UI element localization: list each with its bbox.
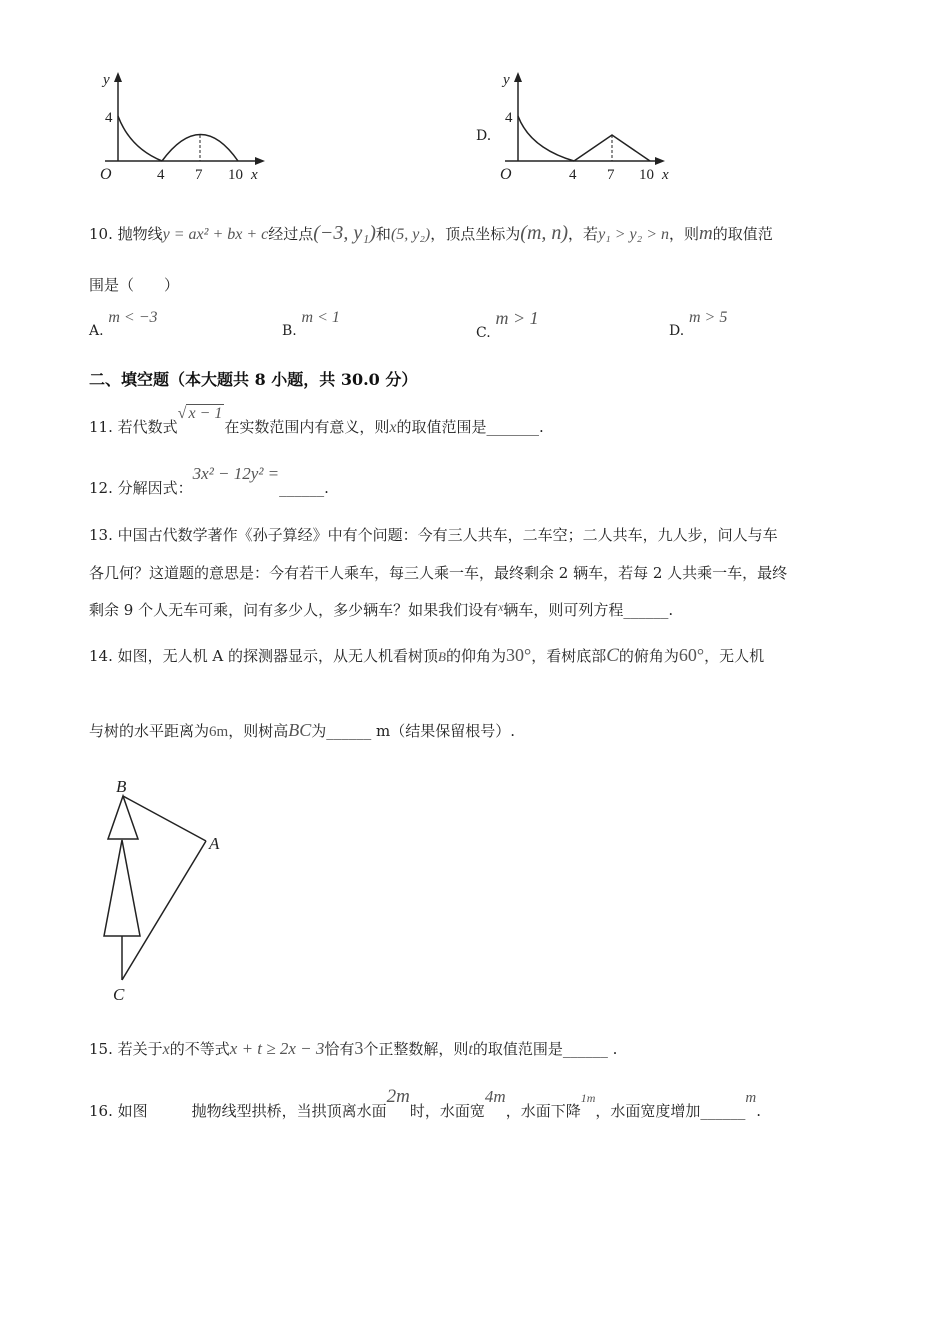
question-15: 15. 若关于x的不等式x + t ≥ 2x − 3恰有3个正整数解，则t的取值范围是______ . [89, 1038, 618, 1058]
question-14-line-2: 与树的水平距离为6m，则树高BC为______ m（结果保留根号）. [89, 720, 515, 740]
option-d[interactable]: D. m > 5 [669, 309, 728, 339]
x-tick-label: 10 [228, 167, 243, 183]
point-b-label: B [116, 777, 127, 796]
x-axis-arrow [255, 157, 265, 165]
condition: y₁ > y₂ > n [598, 226, 669, 243]
question-16: 16. 如图 抛物线型拱桥，当拱顶离水面2m时，水面宽4m，水面下降1m，水面宽度增加______m. [89, 1086, 762, 1120]
x-tick-label: 7 [195, 167, 203, 183]
origin-label: O [100, 166, 112, 183]
decreasing-curve [118, 116, 162, 161]
tree-drone-figure [95, 772, 235, 1007]
vertex-coordinates: (m, n) [520, 222, 569, 244]
y-axis-arrow [114, 72, 122, 82]
graph-option-c [95, 68, 275, 188]
question-10-line-2: 围是（ ） [89, 276, 180, 294]
x-axis-label: x [251, 167, 258, 183]
x-tick-label: 4 [569, 167, 577, 183]
option-a[interactable]: A. m < −3 [89, 309, 158, 339]
question-10-line-1: 10. 抛物线y = ax² + bx + c经过点(−3, y₁)和(5, y₂)，顶点坐标为(m, n)，若y₁ > y₂ > n，则m的取值范 [89, 222, 773, 244]
point-a-label: A [209, 834, 220, 853]
x-tick-label: 4 [157, 167, 165, 183]
tree-lower-triangle [104, 840, 140, 936]
y-axis-label: y [503, 72, 510, 88]
question-13-line-2: 各几何？这道题的意思是：今有若干人乘车，每三人乘一车，最终剩余 2 辆车，若每 2 人共乘一车，最终 [89, 564, 788, 582]
parabola-equation: y = ax² + bx + c [162, 226, 269, 243]
point-c-label: C [113, 985, 125, 1004]
factor-expression: 3x² − 12y² = [192, 464, 280, 483]
y-axis-label: y [103, 72, 110, 88]
question-11: 11. 若代数式√ x − 1在实数范围内有意义，则x的取值范围是_______. [89, 405, 544, 436]
x-axis-label: x [662, 167, 669, 183]
graph-option-d [495, 68, 675, 188]
line-b-to-a [123, 796, 206, 841]
origin-label: O [500, 166, 512, 183]
square-root-expression: √ x − 1 [177, 405, 223, 422]
question-number: 10. [89, 225, 113, 243]
question-12: 12. 分解因式：3x² − 12y² =______. [89, 464, 329, 497]
question-13-line-3: 剩余 9 个人无车可乘，问有多少人，多少辆车？如果我们设有$^x$辆车，则可列方程______. [89, 600, 674, 619]
inequality: x + t ≥ 2x − 3 [229, 1039, 325, 1058]
option-b[interactable]: B. m < 1 [282, 309, 340, 339]
decreasing-curve [518, 116, 574, 161]
x-tick-label: 7 [607, 167, 615, 183]
option-d-label: D. [476, 128, 492, 144]
point-1: (−3, y₁) [313, 222, 376, 244]
option-c[interactable]: C. m > 1 [476, 308, 539, 341]
section-heading: 二、填空题（本大题共 8 小题，共 30.0 分） [89, 370, 418, 389]
y-tick-label: 4 [105, 110, 113, 126]
x-axis-arrow [655, 157, 665, 165]
question-13-line-1: 13. 中国古代数学著作《孙子算经》中有个问题：今有三人共车，二车空；二人共车，九人步，问人与车 [89, 526, 778, 544]
point-2: (5, y₂) [390, 226, 431, 243]
x-tick-label: 10 [639, 167, 654, 183]
y-axis-arrow [514, 72, 522, 82]
y-tick-label: 4 [505, 110, 513, 126]
question-14-line-1: 14. 如图，无人机 A 的探测器显示，从无人机看树顶B的仰角为30°，看树底部C的俯角为60°，无人机 [89, 645, 765, 666]
